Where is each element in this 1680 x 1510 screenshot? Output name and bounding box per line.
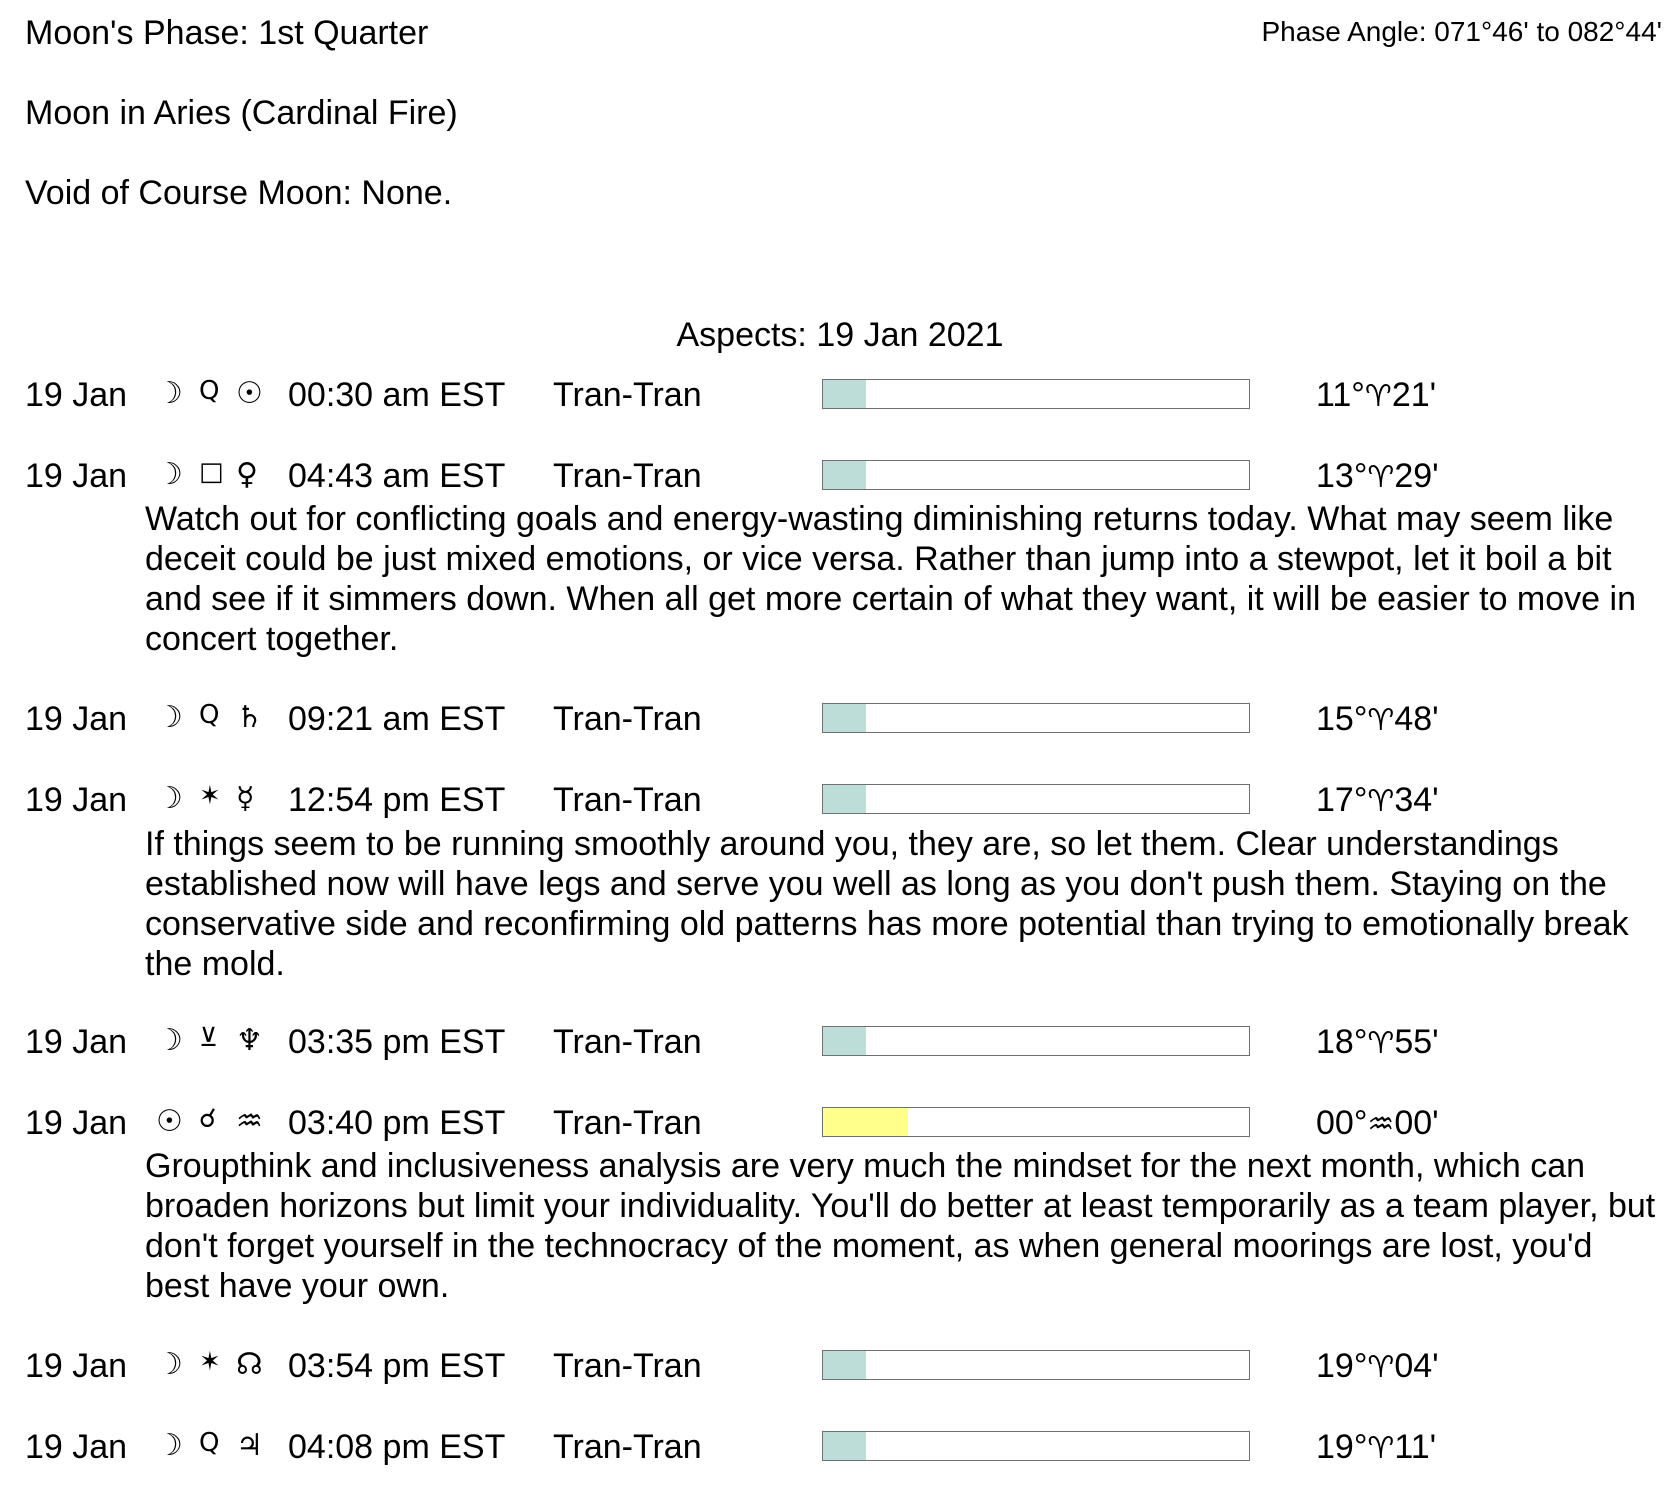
planet-1-glyph-icon: ☽: [156, 376, 183, 411]
aspect-type: Tran-Tran: [553, 457, 702, 495]
aspect-time: 00:30 am EST: [288, 376, 506, 414]
aspect-type: Tran-Tran: [553, 376, 702, 414]
planet-1-glyph-icon: ☽: [156, 457, 183, 492]
planet-1-glyph-icon: ☽: [156, 1428, 183, 1463]
zodiac-position: [1316, 1104, 1439, 1143]
planet-1-glyph-icon: ☽: [156, 1347, 183, 1382]
aspect-glyph-icon: ⊻: [199, 1023, 219, 1053]
position-minutes: 00': [1394, 1104, 1439, 1142]
aspect-glyph-icon: Q: [199, 1428, 220, 1458]
zodiac-sign-icon: ♈: [1367, 784, 1395, 819]
aspect-time: 09:21 am EST: [288, 700, 506, 738]
position-degrees: 13°: [1316, 457, 1368, 495]
zodiac-sign-icon: ♈: [1367, 1431, 1395, 1466]
position-minutes: 55': [1394, 1023, 1439, 1061]
strength-bar-fill: [823, 704, 866, 732]
strength-bar: [822, 1026, 1250, 1056]
aspect-row: [0, 1347, 1680, 1391]
aspect-description: Watch out for conflicting goals and energy-wasting diminishing returns today. What may seem like deceit could be just mixed emotions, or vice versa. Rather than jump into a stewpot, let it boil a bit and see if it simmers down. When all get more certain of what they want, it will be easier to move in concert together.: [145, 500, 1636, 658]
aspect-glyph-icon: ✶: [199, 1347, 221, 1377]
strength-bar-fill: [823, 1108, 908, 1136]
aspect-row: [0, 376, 1680, 420]
position-minutes: 48': [1394, 700, 1439, 738]
moon-sign: Moon in Aries (Cardinal Fire): [25, 94, 458, 132]
phase-angle: Phase Angle: 071°46' to 082°44': [1261, 16, 1662, 47]
strength-bar: [822, 379, 1250, 409]
planet-2-glyph-icon: ☉: [236, 376, 263, 411]
strength-bar: [822, 460, 1250, 490]
aspect-date: 19 Jan: [25, 1104, 128, 1142]
strength-bar-fill: [823, 785, 866, 813]
moon-phase: Moon's Phase: 1st Quarter: [25, 14, 429, 52]
aspect-date: 19 Jan: [25, 1347, 128, 1385]
void-of-course: Void of Course Moon: None.: [25, 174, 453, 212]
aspect-description: Groupthink and inclusiveness analysis are very much the mindset for the next month, which can broaden horizons but limit your individuality. You'll do better at least temporarily as a team player, but don't forget yourself in the technocracy of the moment, as when general moorings are lost, you'd best have your own.: [145, 1147, 1656, 1305]
aspect-glyph-icon: Q: [199, 376, 220, 406]
strength-bar-fill: [823, 1351, 866, 1379]
aspect-type: Tran-Tran: [553, 1104, 702, 1142]
aspect-glyph-icon: □: [199, 457, 224, 487]
aspects-title: Aspects: 19 Jan 2021: [676, 316, 1004, 354]
planet-1-glyph-icon: ☽: [156, 781, 183, 816]
planet-2-glyph-icon: ♄: [236, 700, 263, 735]
zodiac-position: [1316, 781, 1439, 820]
position-degrees: 11°: [1316, 376, 1365, 414]
aspect-time: 03:35 pm EST: [288, 1023, 506, 1061]
zodiac-position: [1316, 376, 1436, 415]
planet-2-glyph-icon: ☿: [236, 781, 255, 816]
strength-bar-fill: [823, 380, 866, 408]
aspect-row: [0, 457, 1680, 501]
position-minutes: 11': [1394, 1428, 1437, 1466]
position-minutes: 21': [1391, 376, 1437, 414]
zodiac-sign-icon: ♈: [1367, 1026, 1395, 1061]
aspect-date: 19 Jan: [25, 700, 128, 738]
position-minutes: 34': [1394, 781, 1439, 819]
strength-bar-fill: [823, 461, 866, 489]
aspect-type: Tran-Tran: [553, 700, 702, 738]
aspect-description: If things seem to be running smoothly around you, they are, so let them. Clear understandings established now will have legs and serve you well as long as you don't push them. Staying on the conservative side and reconfirming old patterns has more potential than trying to emotionally break the mold.: [145, 825, 1629, 983]
planet-2-glyph-icon: ♆: [236, 1023, 263, 1058]
aspect-row: [0, 700, 1680, 744]
aspect-time: 04:08 pm EST: [288, 1428, 506, 1466]
aspect-type: Tran-Tran: [553, 1428, 702, 1466]
aspect-date: 19 Jan: [25, 376, 128, 414]
zodiac-position: [1316, 457, 1439, 496]
strength-bar: [822, 703, 1250, 733]
aspect-date: 19 Jan: [25, 457, 128, 495]
strength-bar-fill: [823, 1027, 866, 1055]
zodiac-position: [1316, 700, 1439, 739]
aspect-type: Tran-Tran: [553, 1023, 702, 1061]
strength-bar: [822, 784, 1250, 814]
zodiac-position: [1316, 1428, 1436, 1467]
aspect-type: Tran-Tran: [553, 1347, 702, 1385]
aspect-glyph-icon: ☌: [199, 1104, 217, 1134]
position-minutes: 04': [1394, 1347, 1439, 1385]
aspect-time: 12:54 pm EST: [288, 781, 506, 819]
planet-1-glyph-icon: ☽: [156, 1023, 183, 1058]
position-degrees: 15°: [1316, 700, 1368, 738]
position-minutes: 29': [1394, 457, 1439, 495]
aspect-glyph-icon: ✶: [199, 781, 221, 811]
aspect-date: 19 Jan: [25, 1428, 128, 1466]
zodiac-position: [1316, 1347, 1439, 1386]
aspect-row: [0, 1023, 1680, 1067]
position-degrees: 17°: [1316, 781, 1368, 819]
zodiac-sign-icon: ♈: [1367, 703, 1395, 738]
aspect-time: 04:43 am EST: [288, 457, 506, 495]
position-degrees: 19°: [1316, 1347, 1368, 1385]
position-degrees: 18°: [1316, 1023, 1368, 1061]
zodiac-sign-icon: ♈: [1367, 460, 1395, 495]
aspect-date: 19 Jan: [25, 781, 128, 819]
strength-bar: [822, 1350, 1250, 1380]
aspect-type: Tran-Tran: [553, 781, 702, 819]
strength-bar: [822, 1107, 1250, 1137]
strength-bar: [822, 1431, 1250, 1461]
aspect-time: 03:54 pm EST: [288, 1347, 506, 1385]
zodiac-sign-icon: ♈: [1367, 1350, 1395, 1385]
planet-2-glyph-icon: ♃: [236, 1428, 263, 1463]
zodiac-sign-icon: ♈: [1364, 379, 1392, 414]
zodiac-position: [1316, 1023, 1439, 1062]
aspect-row: [0, 1104, 1680, 1148]
position-degrees: 19°: [1316, 1428, 1368, 1466]
aspect-row: [0, 781, 1680, 825]
planet-1-glyph-icon: ☉: [156, 1104, 183, 1139]
planet-1-glyph-icon: ☽: [156, 700, 183, 735]
planet-2-glyph-icon: ♀: [236, 457, 258, 492]
zodiac-sign-icon: ♒: [1367, 1107, 1395, 1142]
aspect-date: 19 Jan: [25, 1023, 128, 1061]
aspect-time: 03:40 pm EST: [288, 1104, 506, 1142]
aspect-row: [0, 1428, 1680, 1472]
position-degrees: 00°: [1316, 1104, 1368, 1142]
planet-2-glyph-icon: ☊: [236, 1347, 263, 1382]
planet-2-glyph-icon: ♒: [236, 1104, 263, 1139]
strength-bar-fill: [823, 1432, 866, 1460]
aspect-glyph-icon: Q: [199, 700, 220, 730]
